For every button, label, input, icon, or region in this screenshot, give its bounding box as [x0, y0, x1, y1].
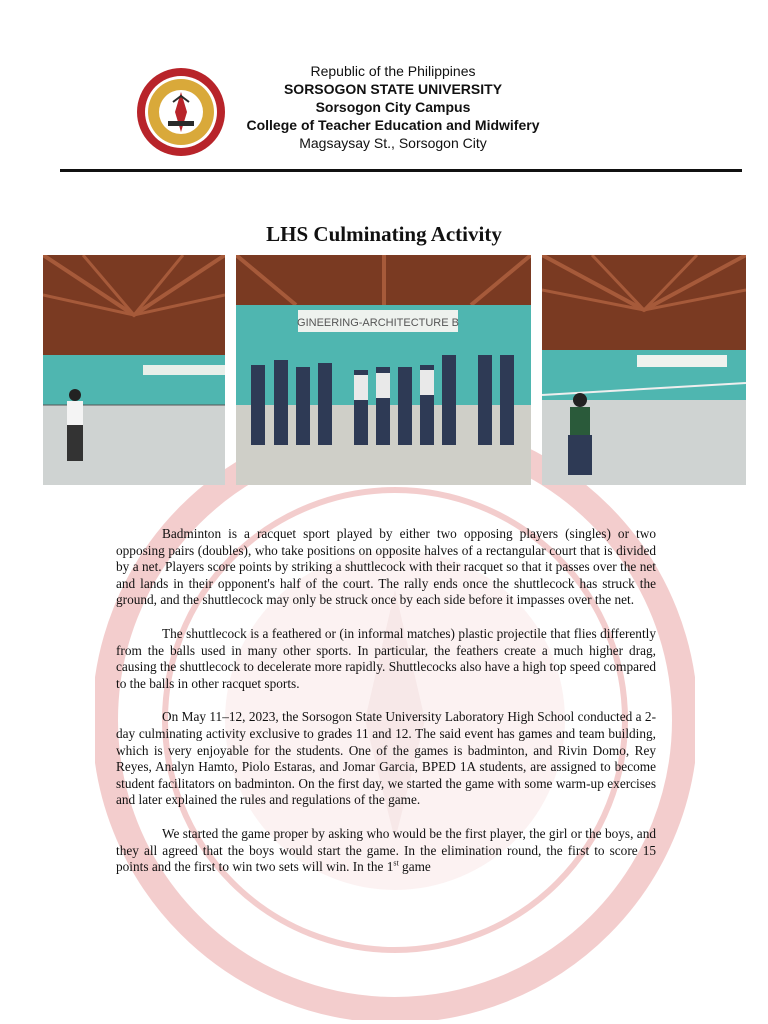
- letterhead: [0, 0, 768, 175]
- paragraph-game-proper-text: We started the game proper by asking who would be the first player, the girl or the boys, and they all agreed that the boys would start the game. In the elimination round, the first to score 15 points and the first to win two sets will win. In the 1: [116, 825, 656, 875]
- photo-badminton-player-right: [542, 255, 746, 485]
- header-country: Republic of the Philippines: [310, 63, 476, 79]
- header-university: SORSOGON STATE UNIVERSITY: [283, 81, 503, 97]
- document-title: LHS Culminating Activity: [266, 222, 502, 246]
- paragraph-game-proper-tail: game: [398, 859, 431, 875]
- header-campus: Sorsogon City Campus: [315, 99, 471, 115]
- ordinal-superscript: st: [393, 858, 399, 868]
- header-address: Magsaysay St., Sorsogon City: [299, 135, 487, 151]
- paragraph-event: On May 11–12, 2023, the Sorsogon State University Laboratory High School conducted a 2-day culminating activity exclusive to grades 11 and 12. The said event has games and team building, which is very enjoyable for the students. One of the games is badminton, and Rivin Domo, Rey Reyes, Analyn Hamto, Piolo Estaras, and Jomar Garcia, BPED 1A students, are assigned to become student facilitators on badminton. On the first day, we started the game with some warm-up exercises and later explained the rules and regulations of the game.: [116, 709, 656, 808]
- paragraph-badminton-intro: Badminton is a racquet sport played by either two opposing players (singles) or two opposing pairs (doubles), who take positions on opposite halves of a rectangular court that is divided by a net. Players score points by striking a shuttlecock with their racquet so that it passes over the net and lands in their opponent's half of the court. The rally ends once the shuttlecock has struck the ground, and the shuttlecock may only be struck once by each side before it impasses over the net.: [116, 526, 656, 608]
- article-body: [116, 526, 656, 893]
- paragraph-game-proper: [116, 826, 656, 876]
- header-college: College of Teacher Education and Midwifery: [246, 117, 540, 133]
- photo-students-group: [236, 255, 531, 485]
- photo-banner-text: GINEERING-ARCHITECTURE B: [297, 317, 459, 329]
- header-divider: [60, 169, 742, 172]
- university-seal-logo: [132, 66, 230, 158]
- paragraph-shuttlecock: The shuttlecock is a feathered or (in informal matches) plastic projectile that flies differently from the balls used in many other sports. In particular, the feathers create a much higher drag, causing the shuttlecock to decelerate more rapidly. Shuttlecocks also have a high top speed compared to the balls in other racquet sports.: [116, 625, 656, 691]
- photo-badminton-player-left: [43, 255, 225, 485]
